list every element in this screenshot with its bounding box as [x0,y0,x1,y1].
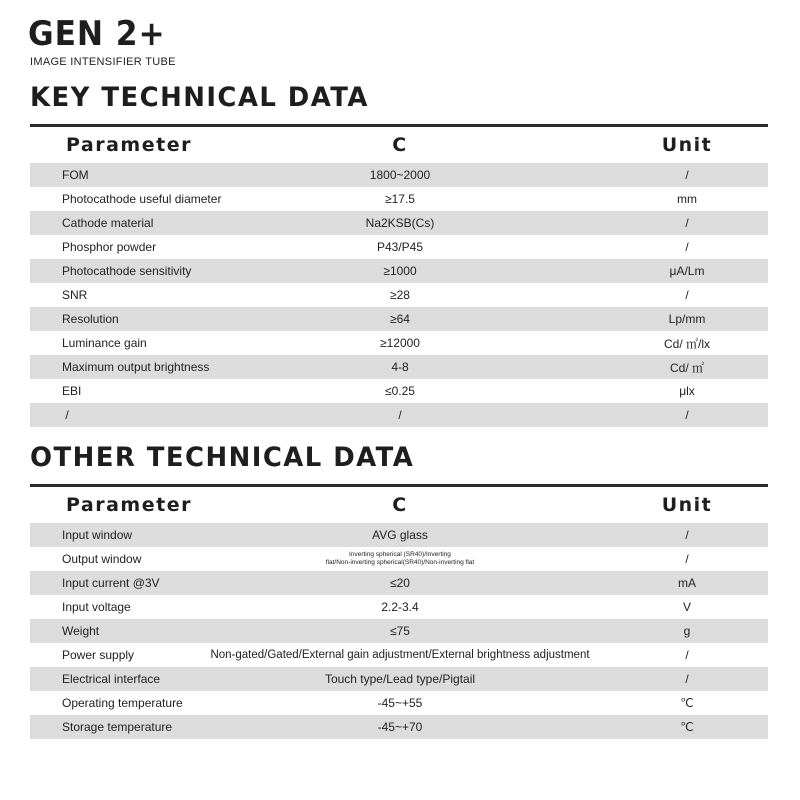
unit-cell: Cd/ ㎡ [669,360,704,375]
parameter-cell: Storage temperature [62,720,173,734]
parameter-cell: Phosphor powder [62,240,157,254]
value-cell: Non-gated/Gated/External gain adjustment/External brightness adjustment [210,649,590,661]
table-row [30,643,768,667]
unit-cell: / [685,648,689,662]
value-cell: / [398,408,402,422]
table-row [30,715,768,739]
parameter-cell: Maximum output brightness [62,360,210,374]
unit-cell: Lp/mm [668,312,706,326]
value-cell: ≥64 [390,312,410,326]
table-row [30,619,768,643]
unit-cell: / [685,240,689,254]
unit-cell: mA [678,576,696,590]
parameter-cell: EBI [62,384,82,398]
parameter-cell: Weight [62,624,100,638]
table-row [30,571,768,595]
page-subtitle: IMAGE INTENSIFIER TUBE [30,56,176,68]
value-cell: P43/P45 [376,240,424,254]
value-cell: 4-8 [391,360,409,374]
table-row [30,595,768,619]
unit-cell: g [683,624,691,638]
unit-cell: mm [677,192,697,206]
value-cell: -45~+55 [377,696,423,710]
table-row [30,667,768,691]
parameter-cell: Electrical interface [62,672,161,686]
table-row [30,403,768,427]
parameter-cell: Power supply [62,648,135,662]
value-cell: ≥17.5 [385,192,415,206]
parameter-cell: Photocathode useful diameter [62,192,222,206]
unit-cell: μA/Lm [669,264,705,278]
table-row [30,283,768,307]
parameter-cell: / [62,408,69,422]
unit-cell: ℃ [680,720,694,734]
value-cell: ≤75 [390,624,410,638]
unit-cell: / [685,672,689,686]
page-title: GEN 2+ [28,14,166,54]
unit-cell: V [682,600,691,614]
value-cell: 1800~2000 [369,168,431,182]
value-line: Inverting spherical (SR40)/Inverting [349,551,451,558]
parameter-cell: Luminance gain [62,336,147,350]
parameter-cell: Input current @3V [62,576,160,590]
value-cell: ≥28 [390,288,410,302]
column-header-unit: Unit [661,134,713,156]
value-cell: ≥12000 [380,336,420,350]
parameter-cell: Resolution [62,312,119,326]
parameter-cell: SNR [62,288,88,302]
parameter-cell: Output window [62,552,142,566]
parameter-cell: Input window [62,528,133,542]
unit-cell: μlx [679,384,695,398]
value-cell: 2.2-3.4 [381,600,419,614]
value-cell: ≤0.25 [385,384,415,398]
column-header-unit: Unit [661,494,713,516]
unit-cell: / [685,168,689,182]
key-technical-data-table [30,124,768,427]
other-technical-data-title: OTHER TECHNICAL DATA [30,442,415,473]
value-cell: AVG glass [372,528,428,542]
key-technical-data-title: KEY TECHNICAL DATA [30,82,369,113]
column-header-c: C [392,494,408,516]
value-cell: ≥1000 [383,264,417,278]
value-cell: Na2KSB(Cs) [365,216,435,230]
value-cell: ≤20 [390,576,410,590]
unit-cell: Cd/ ㎡/lx [663,336,710,351]
parameter-cell: Input voltage [62,600,131,614]
table-row [30,187,768,211]
value-cell: -45~+70 [377,720,423,734]
table-header-row [30,487,768,523]
unit-cell: ℃ [680,696,694,710]
unit-cell: / [685,216,689,230]
table-row [30,355,768,379]
column-header-parameter: Parameter [66,134,192,156]
value-line: flat/Non-inverting spherical(SR40)/Non-inverting flat [325,559,475,566]
table-row [30,259,768,283]
table-row [30,163,768,187]
value-cell [200,547,600,571]
parameter-cell: Cathode material [62,216,154,230]
table-row [30,691,768,715]
column-header-c: C [392,134,408,156]
unit-cell: / [685,288,689,302]
unit-cell: / [685,528,689,542]
value-cell: Touch type/Lead type/Pigtail [324,672,476,686]
parameter-cell: FOM [62,168,89,182]
table-row [30,211,768,235]
unit-cell: / [685,552,689,566]
table-header-row [30,127,768,163]
table-row [30,235,768,259]
table-row [30,547,768,571]
table-row [30,331,768,355]
table-row [30,523,768,547]
other-technical-data-table [30,484,768,739]
unit-cell: / [685,408,689,422]
parameter-cell: Photocathode sensitivity [62,264,192,278]
column-header-parameter: Parameter [66,494,192,516]
table-row [30,307,768,331]
parameter-cell: Operating temperature [62,696,183,710]
table-row [30,379,768,403]
